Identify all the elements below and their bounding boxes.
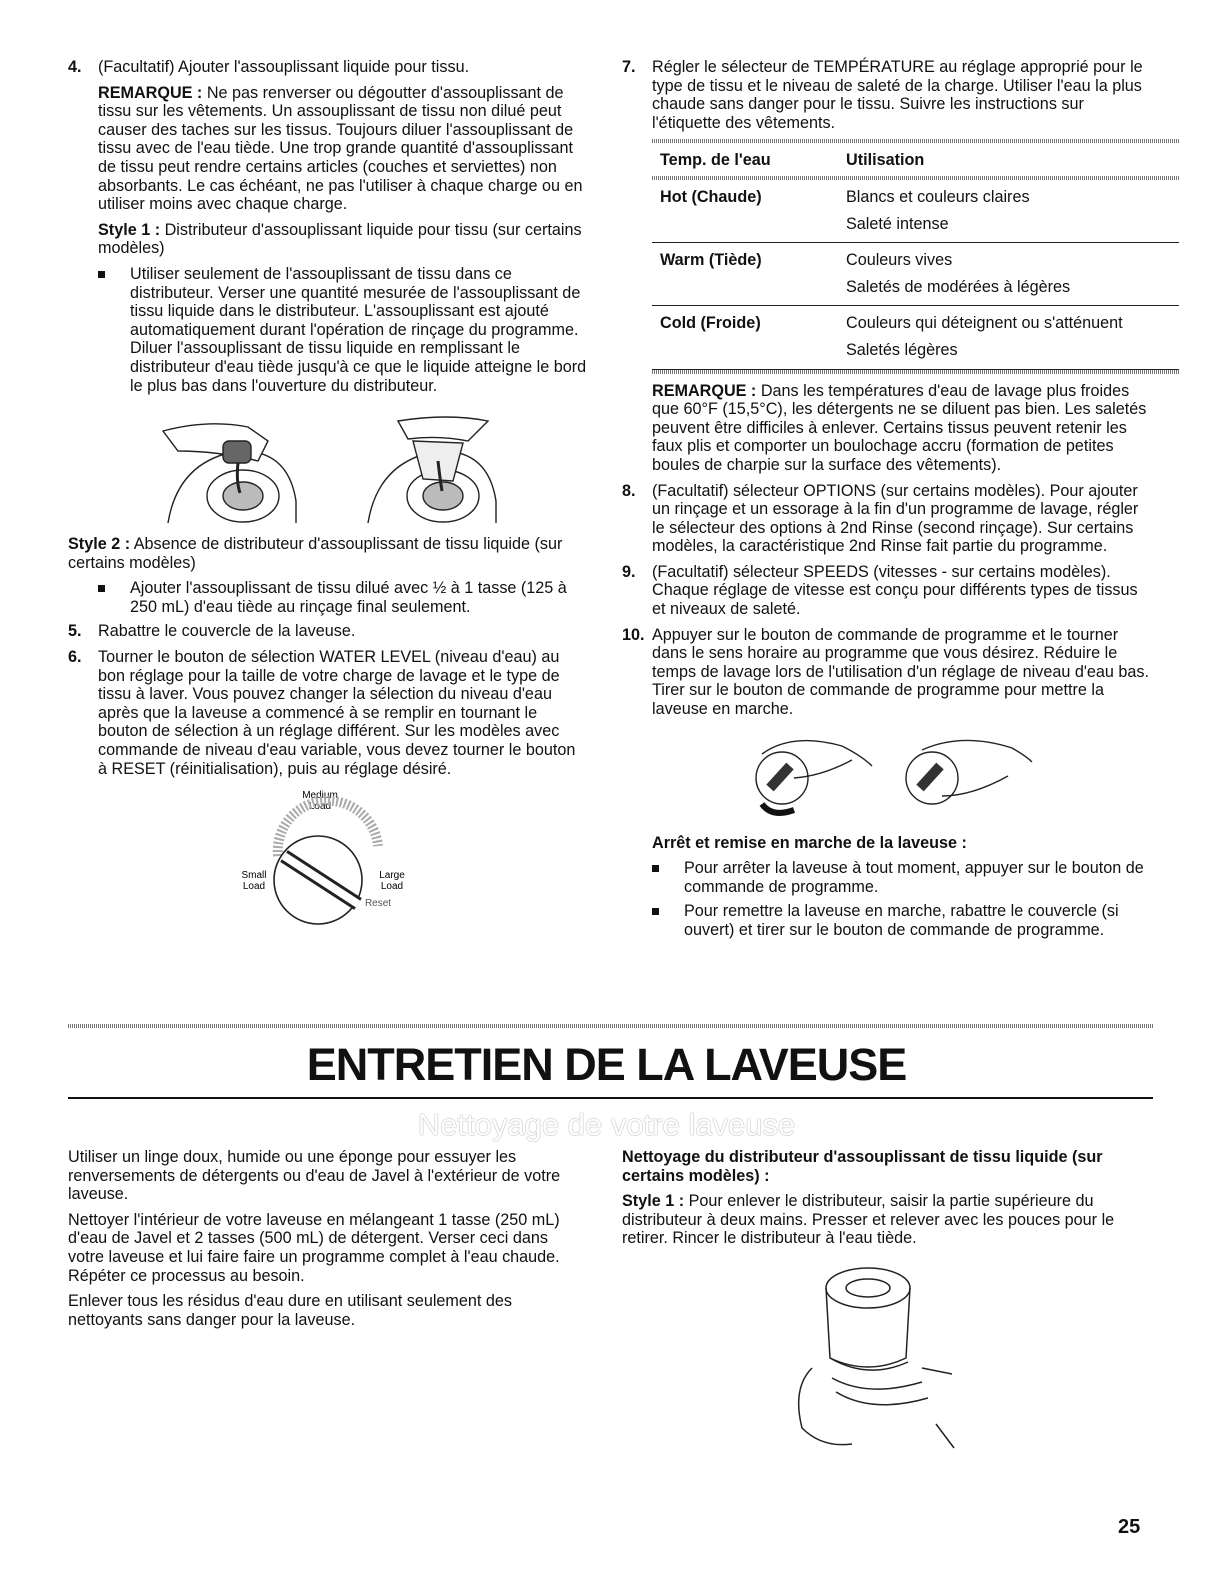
table-row bbox=[652, 306, 1179, 369]
note-text: Ne pas renverser ou dégoutter d'assouplissant de tissu sur les vêtements. Un assouplissant de tissu non dilué peut causer des taches sur les tissus. Toujours diluer l'assouplissant de tissu avec de l'eau tiède. Une trop grande quantité d'assouplissant de tissu peut rendre certains articles (couches et serviettes) non absorbants. Le cas échéant, ne pas l'utiliser à chaque charge ou en utiliser moins avec chaque charge. bbox=[98, 83, 583, 214]
header-temp: Temp. de l'eau bbox=[660, 151, 771, 170]
temperature-table bbox=[652, 139, 1179, 373]
style-label: Style 1 : bbox=[98, 220, 161, 239]
dial-label-reset: Reset bbox=[364, 898, 392, 910]
style-text: Absence de distributeur d'assouplissant de tissu liquide (sur certains modèles) bbox=[68, 535, 563, 572]
style-2-bullet: Ajouter l'assouplissant de tissu dilué avec ½ à 1 tasse (125 à 250 mL) d'eau tiède au rinçage final seulement. bbox=[98, 579, 588, 616]
style-text: Distributeur d'assouplissant liquide pour tissu (sur certains modèles) bbox=[98, 220, 582, 258]
note bbox=[98, 84, 588, 214]
step-number: 9. bbox=[622, 562, 636, 581]
style-1-bullet: Utiliser seulement de l'assouplissant de tissu dans ce distributeur. Verser une quantité mesurée de l'assouplissant de tissu liquide dans le distributeur. L'assouplissant est ajouté automatiquement durant l'opération de rinçage du programme. Diluer l'assouplissant de tissu liquide en remplissant le distributeur d'eau tiède jusqu'à ce que le liquide atteigne le bord le plus bas dans l'ouverture du distributeur. bbox=[98, 265, 588, 395]
header-use: Utilisation bbox=[846, 151, 925, 170]
dial-label-large: Large bbox=[379, 870, 405, 882]
row-use: Couleurs qui déteignent ou s'atténuent bbox=[846, 314, 1123, 333]
dial-label-medium-load: Load bbox=[308, 801, 332, 813]
step-number: 4. bbox=[68, 58, 82, 76]
table-bottom-rule bbox=[652, 370, 1179, 374]
step-9 bbox=[622, 563, 1152, 619]
step-number: 8. bbox=[622, 481, 636, 500]
step-number: 6. bbox=[68, 648, 82, 667]
right-column bbox=[622, 58, 1152, 946]
step-text: Régler le sélecteur de TEMPÉRATURE au réglage approprié pour le type de tissu et le niveau de saleté de la charge. Utiliser l'eau la plus chaude sans danger pour le tissu. Suivre les instructions sur l'étiquette des vêtements. bbox=[652, 58, 1143, 132]
row-temp: Warm (Tiède) bbox=[660, 251, 762, 270]
step-6 bbox=[68, 648, 588, 778]
section-title: ENTRETIEN DE LA LAVEUSE bbox=[306, 1039, 907, 1090]
style-text: Pour enlever le distributeur, saisir la partie supérieure du distributeur à deux mains. Presser et relever avec les pouces pour le retirer. Rincer le distributeur à l'eau tiède. bbox=[622, 1192, 1115, 1248]
cleaning-paragraph: Nettoyer l'intérieur de votre laveuse en mélangeant 1 tasse (250 mL) d'eau de Javel et 2 tasses (500 mL) de détergent. Verser ceci dans votre laveuse et lui faire faire un programme complet à l'eau chaude. Répéter ce processus au besoin. bbox=[68, 1210, 560, 1285]
step-5 bbox=[68, 622, 588, 641]
water-level-dial-illustration bbox=[68, 786, 588, 926]
title-underline bbox=[68, 1097, 1153, 1099]
left-column bbox=[68, 58, 588, 926]
row-use: Couleurs vives bbox=[846, 251, 953, 270]
temperature-note bbox=[652, 382, 1152, 475]
row-uses bbox=[846, 251, 1070, 296]
dial-label-medium: Medium bbox=[302, 790, 338, 802]
step-number: 7. bbox=[622, 58, 636, 76]
dispenser-removal-illustration bbox=[622, 1258, 1152, 1458]
step-text: (Facultatif) sélecteur OPTIONS (sur certains modèles). Pour ajouter un rinçage et un essorage à la fin d'un programme de lavage, régler le sélecteur des options à 2nd Rinse (second rinçage). Sur certains modèles, la caractéristique 2nd Rinse fait partie du programme. bbox=[652, 481, 1139, 556]
row-use: Saletés de modérées à légères bbox=[846, 277, 1071, 296]
softener-pour-illustration bbox=[68, 401, 588, 529]
step-10 bbox=[622, 626, 1152, 719]
cleaning-paragraph: Utiliser un linge doux, humide ou une éponge pour essuyer les renversements de détergents ou d'eau de Javel à l'extérieur de votre laveuse. bbox=[68, 1148, 561, 1204]
cleaning-paragraph: Enlever tous les résidus d'eau dure en utilisant seulement des nettoyants sans danger pour la laveuse. bbox=[68, 1292, 513, 1329]
row-uses bbox=[846, 314, 1123, 359]
dial-label-small-load: Load bbox=[242, 881, 266, 893]
stop-heading bbox=[652, 834, 1152, 853]
section-subtitle: Nettoyage de votre laveuse bbox=[417, 1107, 796, 1142]
step-4 bbox=[68, 58, 588, 258]
stop-heading-text: Arrêt et remise en marche de la laveuse : bbox=[652, 833, 967, 852]
cleaning-right-column bbox=[622, 1148, 1152, 1458]
note-label: REMARQUE : bbox=[652, 381, 757, 400]
table-row bbox=[652, 243, 1179, 306]
style-label: Style 2 : bbox=[68, 535, 131, 554]
style-label: Style 1 : bbox=[622, 1192, 685, 1211]
dial-label-large-load: Load bbox=[380, 881, 404, 893]
dial-label-small: Small bbox=[241, 870, 267, 882]
note-label: REMARQUE : bbox=[98, 83, 203, 102]
style-2-intro bbox=[68, 535, 588, 572]
step-7 bbox=[622, 58, 1152, 132]
step-text: (Facultatif) sélecteur SPEEDS (vitesses - sur certains modèles). Chaque réglage de vitesse est conçu pour différents types de tissus et niveaux de saleté. bbox=[652, 562, 1138, 619]
step-number: 5. bbox=[68, 622, 82, 641]
row-use: Blancs et couleurs claires bbox=[846, 187, 1030, 206]
stop-bullet: Pour arrêter la laveuse à tout moment, appuyer sur le bouton de commande de programme. bbox=[652, 859, 1152, 896]
stop-bullet: Pour remettre la laveuse en marche, rabattre le couvercle (si ouvert) et tirer sur le bouton de commande de programme. bbox=[652, 902, 1152, 939]
control-knob-illustration bbox=[622, 726, 1152, 826]
step-text: Rabattre le couvercle de la laveuse. bbox=[98, 622, 356, 641]
row-uses bbox=[846, 188, 1030, 233]
page-number: 25 bbox=[1118, 1516, 1141, 1538]
step-text: (Facultatif) Ajouter l'assouplissant liquide pour tissu. bbox=[98, 58, 470, 76]
step-8 bbox=[622, 482, 1152, 556]
step-text: Tourner le bouton de sélection WATER LEVEL (niveau d'eau) au bon réglage pour la taille de votre charge de lavage et le type de tissu à laver. Vous pouvez changer la sélection du niveau d'eau après que la laveuse a commencé à se remplir en tournant le bouton de sélection à un réglage différent. Sur les modèles avec commande de niveau d'eau variable, vous devez tourner le bouton à RESET (réinitialisation), puis au réglage désiré. bbox=[98, 648, 576, 778]
dispenser-heading-text: Nettoyage du distributeur d'assouplissant de tissu liquide (sur certains modèles) : bbox=[622, 1148, 1103, 1185]
note-text: Dans les températures d'eau de lavage plus froides que 60°F (15,5°C), les détergents ne se diluent pas bien. Les saletés peuvent être difficiles à enlever. Certains tissus peuvent retenir les faux plis et comporter un boulochage accru (formation de petites boules de charpie sur la surface des vêtements). bbox=[652, 381, 1147, 474]
step-text: Appuyer sur le bouton de commande de programme et le tourner dans le sens horaire au programme que vous désirez. Réduire le temps de lavage lors de l'utilisation d'un réglage de niveau d'eau bas. Tirer sur le bouton de commande de programme pour mettre la laveuse en marche. bbox=[652, 625, 1150, 719]
row-use: Saleté intense bbox=[846, 214, 949, 233]
section-divider bbox=[68, 1024, 1153, 1028]
step-number: 10. bbox=[622, 625, 645, 644]
style-1-intro bbox=[98, 221, 588, 258]
dispenser-style-1 bbox=[622, 1192, 1152, 1248]
row-temp: Hot (Chaude) bbox=[660, 187, 762, 206]
table-row bbox=[652, 180, 1179, 243]
table-header bbox=[652, 143, 1179, 176]
row-use: Saletés légères bbox=[846, 340, 958, 359]
dispenser-heading bbox=[622, 1148, 1152, 1185]
row-temp: Cold (Froide) bbox=[660, 314, 761, 333]
cleaning-left-column bbox=[68, 1148, 588, 1336]
